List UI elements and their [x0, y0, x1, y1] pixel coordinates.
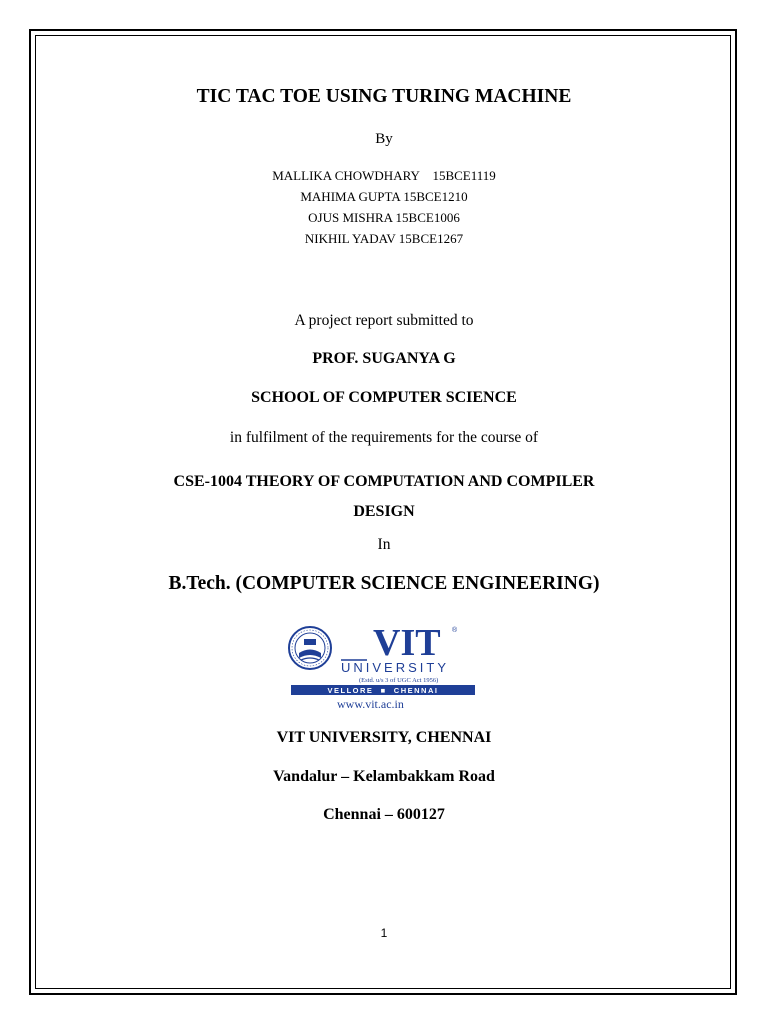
course-title-line-2: DESIGN: [353, 503, 415, 520]
course-title-line-1: CSE-1004 THEORY OF COMPUTATION AND COMPILER: [173, 473, 595, 490]
course-title: [0, 467, 768, 527]
author-3: OJUS MISHRA 15BCE1006: [308, 210, 460, 225]
page-number: 1: [380, 926, 388, 940]
logo-website: www.vit.ac.in: [337, 697, 404, 711]
logo-estd: (Estd. u/s 3 of UGC Act 1956): [359, 677, 439, 684]
fulfilment-text: in fulfilment of the requirements for the course of: [229, 429, 539, 446]
address-road: Vandalur – Kelambakkam Road: [273, 768, 495, 785]
logo-subtitle: UNIVERSITY: [341, 660, 450, 675]
in-label: In: [377, 536, 391, 553]
address-city: Chennai – 600127: [323, 806, 445, 823]
logo-campuses: VELLORE ■ CHENNAI: [327, 686, 439, 695]
logo-registered-mark: ®: [452, 627, 458, 634]
author-4: NIKHIL YADAV 15BCE1267: [304, 231, 464, 246]
logo-wordmark: VIT: [373, 622, 441, 664]
author-1: MALLIKA CHOWDHARY 15BCE1119: [272, 168, 496, 183]
by-label: By: [375, 131, 393, 147]
professor-name: PROF. SUGANYA G: [312, 350, 456, 367]
vit-seal-icon: [289, 627, 331, 669]
submitted-to-text: A project report submitted to: [294, 312, 474, 329]
author-2: MAHIMA GUPTA 15BCE1210: [300, 189, 468, 204]
vit-university-logo: [287, 618, 479, 714]
degree-name: B.Tech. (COMPUTER SCIENCE ENGINEERING): [168, 573, 600, 594]
report-title: TIC TAC TOE USING TURING MACHINE: [196, 86, 572, 107]
university-name: VIT UNIVERSITY, CHENNAI: [276, 729, 492, 746]
school-name: SCHOOL OF COMPUTER SCIENCE: [251, 389, 517, 406]
